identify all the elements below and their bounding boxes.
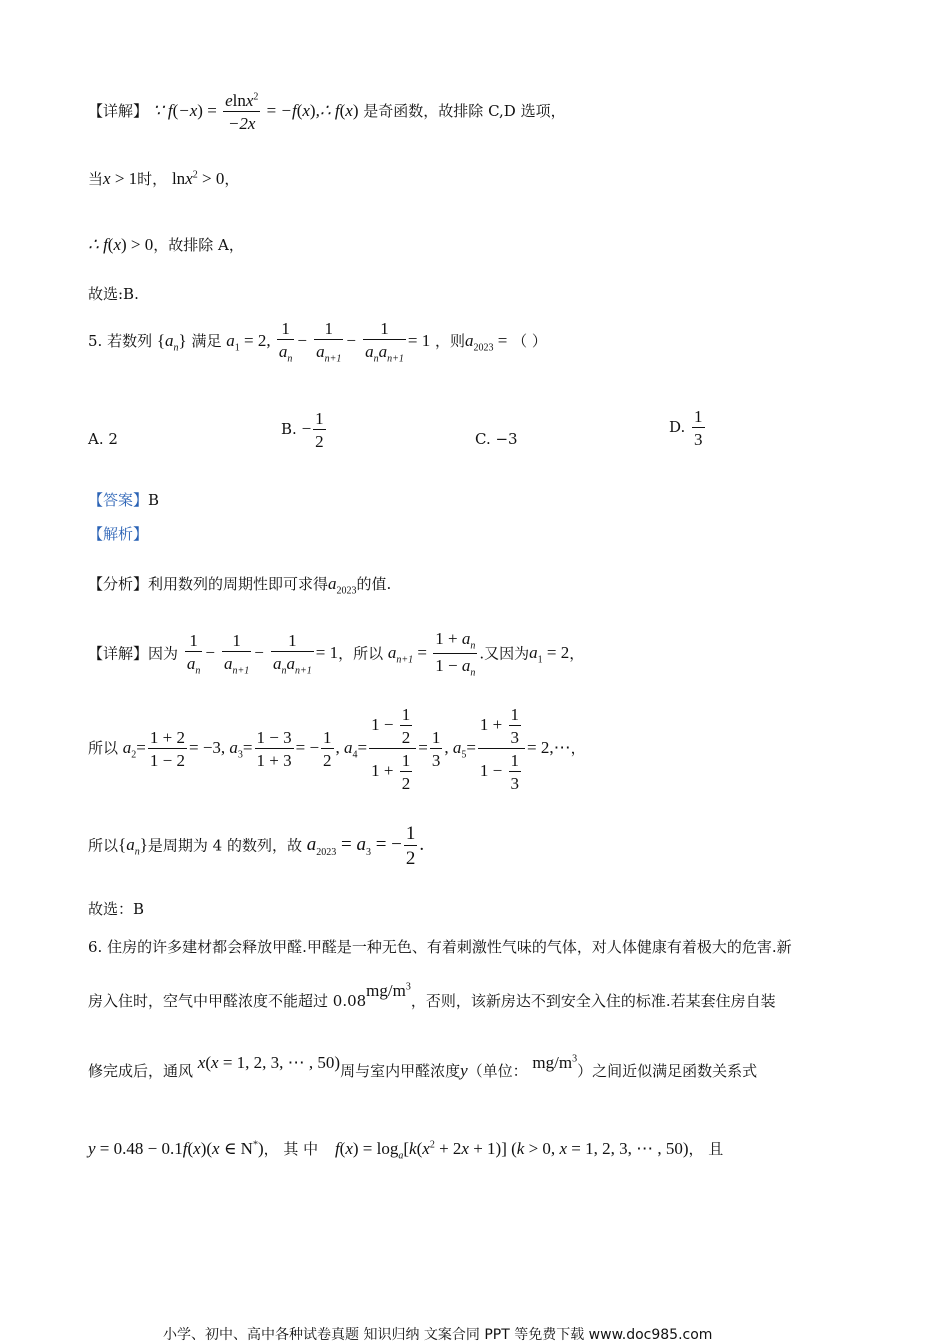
detail-2-also: .又因为 [479, 644, 530, 663]
q5-satisfy: 满足 [191, 332, 222, 351]
option-b [281, 410, 328, 450]
option-d-value: $\frac{1}{3}$ [694, 407, 703, 449]
choose-line-1 [88, 287, 139, 302]
q6-and: ， 且 [688, 1140, 724, 1158]
detail-2-because: 因为 [148, 644, 179, 663]
analysis-line [88, 527, 148, 542]
q6-among: ， 其 中 [263, 1140, 319, 1158]
footer-banner: 小学、初中、高中各种试卷真题 知识归纳 文案合同 PPT 等免费下载 www.doc985.com [163, 1327, 713, 1343]
detail-line-1 [88, 92, 566, 132]
fenxi-line [88, 575, 391, 596]
option-c: C. −3 [475, 430, 518, 448]
option-b-value: − $\frac{1}{2}$ [301, 409, 324, 451]
question-6-line-4 [88, 1140, 723, 1161]
analysis-label: 【解析】 [88, 525, 149, 543]
question-5 [88, 320, 547, 364]
detail-2-initial: $a_1 = 2$ [529, 643, 570, 666]
exclude-a-text: ，故排除 A， [153, 236, 244, 254]
ln-formula: lnx$^2$ > 0 [171, 169, 225, 188]
period-prefix: 所以 [88, 836, 119, 855]
detail-label: 【详解】 [88, 101, 149, 120]
detail-2-formula: $a_{n+1}$ = $\frac{1 + a_n}{1 - a_n}$ [387, 629, 476, 679]
period-result: $a_{2023} = a_3$ = − $\frac{1}{2}$ . [306, 823, 425, 869]
q6-text-2a: 房入住时，空气中甲醛浓度不能超过 0.08 [88, 992, 367, 1010]
q6-text-3a: 修完成后，通风 [88, 1062, 194, 1080]
option-a: A. 2 [88, 430, 118, 448]
detail-2-so: ，所以 [338, 644, 384, 663]
compute-comma: ， [570, 738, 586, 757]
q6-unit-2: $mg/m^3$ [532, 1053, 578, 1072]
recurrence-formula: $a_1 = 2$, $\frac{1}{a_n}$ − $\frac{1}{a_{n+1}}$ − $\frac{1}{a_na_{n+1}}$ = 1 [226, 319, 431, 365]
compute-formula: $a_2=$ $\frac{1 + 2}{1 - 2}$ = −3, $a_3=$ $\frac{1 - 3}{1 + 3}$ = − $\frac{1}{2}$ , $a_4=$ 1 − $\frac{1}{2}$ 1 + $\frac{1}{2}$ = $\frac{1}{3}$ , $a_5=$ 1 + $\frac{1}{3}$ 1 − $\frac{1}{3}$ = 2,⋯ [122, 705, 571, 793]
detail-2-label: 【详解】 [88, 644, 149, 663]
choose-b-text: 故选:B. [88, 285, 139, 303]
compute-prefix: 所以 [88, 738, 119, 757]
question-6-line-3 [88, 1053, 758, 1080]
q6-x-def: x(x = 1, 2, 3, ⋯ , 50) [197, 1053, 341, 1072]
detail-2-comma: ， [569, 644, 585, 663]
q5-then: ，则 [434, 332, 465, 351]
detail-line-2 [88, 170, 239, 187]
q6-y-formula: y = 0.48 − 0.1f(x)(x ∈ N*) [88, 1139, 264, 1158]
question-6-line-2 [88, 981, 776, 1010]
fenxi-a2023: $a_{2023}$ [328, 574, 357, 597]
condition-formula: x > 1 [103, 169, 138, 188]
q6-text-3b: 周与室内甲醛浓度 [340, 1062, 461, 1080]
answer-line [88, 493, 159, 508]
a2023-symbol: $a_{2023}$ = [465, 331, 508, 354]
when-label: 当 [88, 170, 104, 188]
option-d-label: D. [669, 417, 686, 436]
time-label: 时， [137, 170, 168, 188]
q6-unit-2-text: mg/m [532, 1053, 573, 1072]
compute-line [88, 706, 586, 792]
q6-unit-1: $mg/m^3$ [366, 981, 411, 1000]
q5-prefix: 5. 若数列 [88, 332, 153, 351]
odd-function-formula: ∵ f(−x) = $\frac{elnx^2}{-2x}$ = −f(x),∴ f(x) [152, 91, 359, 133]
q6-y: y [460, 1061, 468, 1080]
q6-unit-1-text: mg/m [366, 981, 406, 1000]
answer-label: 【答案】 [88, 491, 149, 509]
sequence-symbol: $\{a_n\}$ [156, 331, 187, 354]
fenxi-text-2: 的值. [356, 575, 392, 593]
q6-text-3d: ）之间近似满足函数关系式 [577, 1062, 758, 1080]
options-row [88, 404, 868, 454]
detail-2-line [88, 630, 584, 679]
option-b-label: B. [281, 419, 297, 438]
odd-function-text: 是奇函数，故排除 C,D 选项， [363, 101, 566, 120]
q6-text-2b: ，否则，该新房达不到安全入住的标准.若某套住房自装 [410, 992, 776, 1010]
positive-formula: ∴ f(x) > 0 [88, 235, 154, 254]
period-sequence: $\{a_n\}$ [118, 835, 148, 858]
fenxi-text-1: 利用数列的周期性即可求得 [148, 575, 329, 593]
q6-text-3c: （单位： [467, 1062, 528, 1080]
choose-line-2 [88, 902, 144, 917]
comma: ， [224, 170, 240, 188]
option-d [669, 408, 707, 448]
period-line [88, 824, 424, 868]
q6-f-formula: $f(x) = \log_a[k(x^2 + 2x + 1)] (k > 0$, x = 1, 2, 3, ⋯ , 50) [334, 1139, 689, 1162]
fenxi-label: 【分析】 [88, 575, 149, 593]
detail-line-3 [88, 236, 244, 253]
answer-value: B [148, 491, 160, 509]
q6-text-1: 6. 住房的许多建材都会释放甲醛.甲醛是一种无色、有着刺激性气味的气体，对人体健康有着极大的危害.新 [88, 938, 792, 956]
choose-b-final: 故选：B [88, 900, 145, 918]
detail-2-recurrence: $\frac{1}{a_n}$ − $\frac{1}{a_{n+1}}$ − $\frac{1}{a_na_{n+1}}$ = 1 [186, 631, 339, 677]
q5-blank: （ ） [512, 332, 547, 351]
period-text: 是周期为 4 的数列，故 [147, 836, 302, 855]
question-6-line-1 [88, 940, 792, 955]
